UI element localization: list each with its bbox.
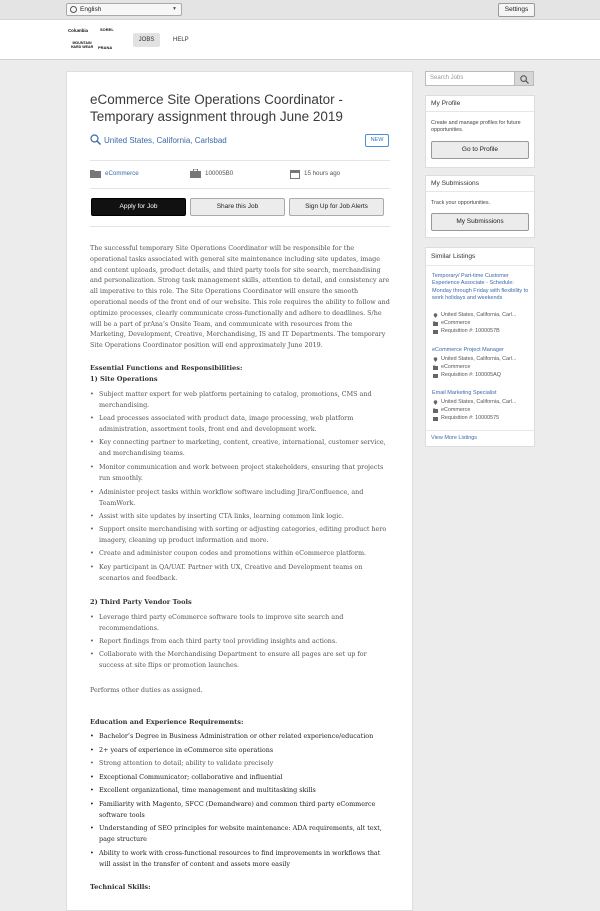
sorel-logo: SOREL xyxy=(100,27,114,32)
my-submissions-title: My Submissions xyxy=(431,180,480,187)
prana-logo: PRANA xyxy=(98,45,113,50)
education-heading: Education and Experience Requirements: xyxy=(90,718,244,726)
list-item: • Create and administer coupon codes and promotions within eCommerce platform. xyxy=(99,548,391,559)
listing-location: United States, California, Carl... xyxy=(441,312,517,318)
location-pin-icon xyxy=(433,357,438,362)
new-badge: NEW xyxy=(365,134,389,147)
list-item: • Excellent organizational, time management and multitasking skills xyxy=(99,785,391,796)
divider xyxy=(90,226,390,227)
job-title: eCommerce Site Operations Coordinator - Temporary assignment through June 2019 xyxy=(90,92,343,124)
calendar-icon xyxy=(290,169,300,179)
listing-location: United States, California, Carl... xyxy=(441,399,517,405)
list-item: • Subject matter expert for web platform pertaining to catalog, promotions, CMS and merchandising. xyxy=(99,389,391,411)
job-location-link[interactable]: United States, California, Carlsbad xyxy=(104,136,227,145)
columbia-logo: Columbia xyxy=(68,28,89,33)
nav-jobs[interactable]: JOBS xyxy=(133,33,160,47)
search-icon xyxy=(520,75,529,84)
vendor-tools-heading: 2) Third Party Vendor Tools xyxy=(90,598,192,606)
divider xyxy=(426,111,534,112)
other-duties: Performs other duties as assigned. xyxy=(90,686,203,694)
language-select[interactable] xyxy=(66,3,182,16)
job-description: The successful temporary Site Operations Coordinator will be responsible for the operational tasks associated with general site maintenance including site updates, image and content uploads, product details, and third party tools for site search, merchandising and personalization. Strong task management skills, attention to detail, and consistency are all imperative to this role. The Site Operations Coordinator will ensure the smooth operational needs of the front end of our website. This role requires the ability to follow and optimize processes, clearly communicate cross-functionally and adhere to deadlines. S/he will be a part of prAna’s Onsite Team, and communicate with resources from the Marketing, Development, Creative, Merchandising, IS and IT Departments. The temporary Site Operations Coordinator position will end approximately June 2019. xyxy=(90,244,390,350)
listing-requisition: Requisition #: 1000057B xyxy=(441,328,500,334)
folder-icon xyxy=(433,321,438,326)
list-item: • Administer project tasks within workflow software including Jira/Confluence, and TeamWork. xyxy=(99,487,391,509)
job-requisition: 100005B0 xyxy=(205,170,234,177)
globe-icon xyxy=(70,6,77,13)
list-item: • Familiarity with Magento, SFCC (Demandware) and common third party eCommerce software tools xyxy=(99,799,391,821)
my-submissions-text: Track your opportunities. xyxy=(431,200,491,206)
divider xyxy=(426,191,534,192)
list-item: • Support onsite merchandising with sorting or adjusting categories, editing product hero imagery, cleaning up product information and more. xyxy=(99,524,391,546)
folder-icon xyxy=(433,365,438,370)
list-item: • Understanding of SEO principles for website maintenance: ADA requirements, alt text, page structure xyxy=(99,823,391,845)
location-pin-icon xyxy=(433,313,438,318)
language-value: English xyxy=(80,6,102,13)
list-item: • Assist with site updates by inserting CTA links, learning common link logic. xyxy=(99,511,391,522)
site-operations-heading: 1) Site Operations xyxy=(90,375,158,383)
job-alerts-button[interactable]: Sign Up for Job Alerts xyxy=(289,198,384,216)
listing-title-link[interactable]: eCommerce Project Manager xyxy=(432,347,504,353)
folder-icon xyxy=(433,408,438,413)
briefcase-icon xyxy=(433,329,438,334)
job-posted-date: 15 hours ago xyxy=(304,170,341,177)
listing-requisition: Requisition #: 100005AQ xyxy=(441,372,501,378)
similar-listings-title: Similar Listings xyxy=(431,253,476,260)
listing-title-link[interactable]: Email Marketing Specialist xyxy=(432,390,497,396)
search-jobs-input[interactable]: Search Jobs xyxy=(425,71,515,86)
divider xyxy=(426,430,534,431)
briefcase-icon xyxy=(433,373,438,378)
list-item: • Ability to work with cross-functional resources to find improvements in workflows that will assist in the transfer of content and assets more easily xyxy=(99,848,391,870)
divider xyxy=(90,160,390,161)
share-job-button[interactable]: Share this Job xyxy=(190,198,285,216)
listing-title-link[interactable]: Temporary/ Part-time Customer Experience Associate - Schedule: Monday through Friday with flexibility to work holidays and weekends xyxy=(432,273,529,301)
location-pin-icon xyxy=(433,400,438,405)
list-item: • Key connecting partner to marketing, content, creative, international, customer service, and merchandising teams. xyxy=(99,437,391,459)
list-item: • Exceptional Communicator; collaborative and influential xyxy=(99,772,391,783)
briefcase-icon xyxy=(433,416,438,421)
list-item: • Bachelor’s Degree in Business Administration or other related experience/education xyxy=(99,731,391,742)
technical-skills-heading: Technical Skills: xyxy=(90,883,151,891)
nav-help[interactable]: HELP xyxy=(173,37,189,43)
briefcase-icon xyxy=(190,169,201,178)
my-submissions-button[interactable]: My Submissions xyxy=(431,213,529,231)
listing-category: eCommerce xyxy=(441,364,471,370)
list-item: • Lead processes associated with product data, image processing, web platform administration, assortment tools, front end and development work. xyxy=(99,413,391,435)
list-item: • Key participant in QA/UAT. Partner with UX, Creative and Development teams on scenarios and feedback. xyxy=(99,562,391,584)
my-profile-text: Create and manage profiles for future opportunities. xyxy=(431,120,521,134)
settings-button[interactable]: Settings xyxy=(498,3,535,17)
brand-logos[interactable] xyxy=(68,26,120,54)
my-profile-title: My Profile xyxy=(431,100,461,107)
search-icon xyxy=(90,134,101,145)
chevron-down-icon: ▼ xyxy=(172,6,177,12)
essential-functions-heading: Essential Functions and Responsibilities: xyxy=(90,364,243,372)
list-item: • Monitor communication and work between project stakeholders, ensuring that projects run smoothly. xyxy=(99,462,391,484)
list-item: • Collaborate with the Merchandising Department to ensure all pages are set up for success at site flips or promotion launches. xyxy=(99,649,391,671)
view-more-listings-link[interactable]: View More Listings xyxy=(431,435,478,441)
list-item: • 2+ years of experience in eCommerce site operations xyxy=(99,745,391,756)
list-item: • Leverage third party eCommerce software tools to improve site search and recommendations. xyxy=(99,612,391,634)
divider xyxy=(90,188,390,189)
apply-button[interactable]: Apply for Job xyxy=(91,198,186,216)
go-to-profile-button[interactable]: Go to Profile xyxy=(431,141,529,159)
list-item: • Strong attention to detail; ability to validate precisely xyxy=(99,758,391,769)
listing-requisition: Requisition #: 10000575 xyxy=(441,415,500,421)
listing-category: eCommerce xyxy=(441,320,471,326)
divider xyxy=(426,265,534,266)
listing-location: United States, California, Carl... xyxy=(441,356,517,362)
listing-category: eCommerce xyxy=(441,407,471,413)
folder-icon xyxy=(90,169,101,178)
search-button[interactable] xyxy=(514,71,534,86)
mountain-hardwear-logo: MOUNTAIN HARD WEAR xyxy=(70,41,94,49)
list-item: • Report findings from each third party tool providing insights and actions. xyxy=(99,636,391,647)
job-category-link[interactable]: eCommerce xyxy=(105,170,139,177)
